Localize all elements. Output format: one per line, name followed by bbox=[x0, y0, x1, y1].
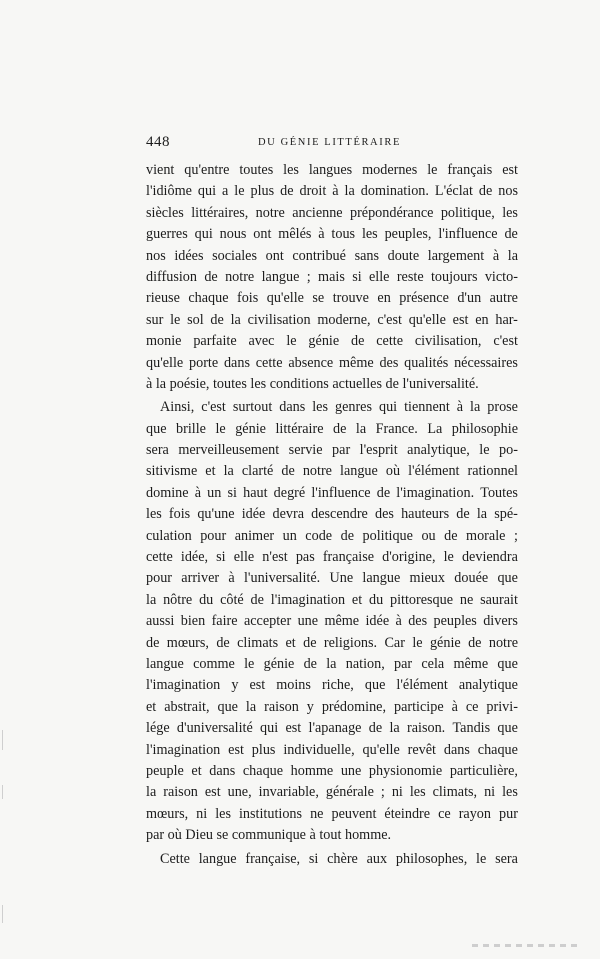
text-line: cette idée, si elle n'est pas française d'origine, le deviendra bbox=[146, 549, 518, 566]
text-line: les fois qu'une idée devra descendre des hauteurs de la spé- bbox=[146, 506, 518, 523]
text-line: par où Dieu se communique à tout homme. bbox=[146, 827, 392, 844]
scan-artifact bbox=[472, 944, 582, 947]
body-text bbox=[146, 160, 518, 870]
text-line: que brille le génie littéraire de la France. La philosophie bbox=[146, 420, 518, 437]
text-line: mœurs, ni les institutions ne peuvent éteindre ce rayon pur bbox=[146, 805, 518, 822]
text-line: la raison est une, invariable, générale ; ni les climats, ni les bbox=[146, 784, 518, 801]
text-line: lége d'universalité qui est l'apanage de la raison. Tandis que bbox=[146, 720, 518, 737]
text-line: monie parfaite avec le génie de cette civilisation, c'est bbox=[146, 333, 518, 350]
text-line: et abstrait, que la raison y prédomine, participe à ce privi- bbox=[146, 698, 518, 715]
text-line: qu'elle porte dans cette absence même des qualités nécessaires bbox=[146, 354, 518, 371]
text-line: peuple et dans chaque homme une physionomie particulière, bbox=[146, 762, 518, 779]
text-line: sitivisme et la clarté de notre langue où l'élément rationnel bbox=[146, 463, 518, 480]
text-line: rieuse chaque fois qu'elle se trouve en présence d'un autre bbox=[146, 290, 518, 307]
text-line: nos idées sociales ont contribué sans doute largement à la bbox=[146, 247, 518, 264]
text-line: Cette langue française, si chère aux philosophes, le sera bbox=[160, 850, 518, 867]
text-line: aussi bien faire accepter une même idée à des peuples divers bbox=[146, 613, 518, 630]
text-line: Ainsi, c'est surtout dans les genres qui tiennent à la prose bbox=[160, 399, 518, 416]
text-line: langue comme le génie de la nation, par cela même que bbox=[146, 655, 518, 672]
running-head: DU GÉNIE LITTÉRAIRE bbox=[258, 137, 401, 148]
text-line: la nôtre du côté de l'imagination et du pittoresque ne saurait bbox=[146, 591, 518, 608]
text-line: culation pour animer un code de politique ou de morale ; bbox=[146, 527, 518, 544]
page-number: 448 bbox=[146, 134, 170, 150]
text-line: vient qu'entre toutes les langues modernes le français est bbox=[146, 162, 518, 178]
margin-mark bbox=[2, 905, 3, 923]
text-line: à la poésie, toutes les conditions actuelles de l'universalité. bbox=[146, 375, 479, 392]
text-line: sur le sol de la civilisation moderne, c'est qu'elle est en har- bbox=[146, 311, 518, 328]
text-line: guerres qui nous ont mêlés à tous les peuples, l'influence de bbox=[146, 226, 518, 243]
margin-mark bbox=[2, 785, 3, 799]
text-line: diffusion de notre langue ; mais si elle reste toujours victo- bbox=[146, 268, 518, 285]
text-line: pour arriver à l'universalité. Une langue mieux douée que bbox=[146, 570, 518, 587]
text-line: sera merveilleusement servie par l'esprit analytique, le po- bbox=[146, 442, 518, 459]
text-line: l'imagination y est moins riche, que l'élément analytique bbox=[146, 677, 518, 694]
text-line: siècles littéraires, notre ancienne prépondérance politique, les bbox=[146, 204, 518, 221]
text-line: l'idiôme qui a le plus de droit à la domination. L'éclat de nos bbox=[146, 183, 518, 200]
margin-mark bbox=[2, 730, 3, 750]
text-line: l'imagination est plus individuelle, qu'elle revêt dans chaque bbox=[146, 741, 518, 758]
text-line: de mœurs, de climats et de religions. Car le génie de notre bbox=[146, 634, 518, 651]
text-line: domine à un si haut degré l'influence de l'imagination. Toutes bbox=[146, 484, 518, 501]
page-header bbox=[146, 134, 518, 156]
